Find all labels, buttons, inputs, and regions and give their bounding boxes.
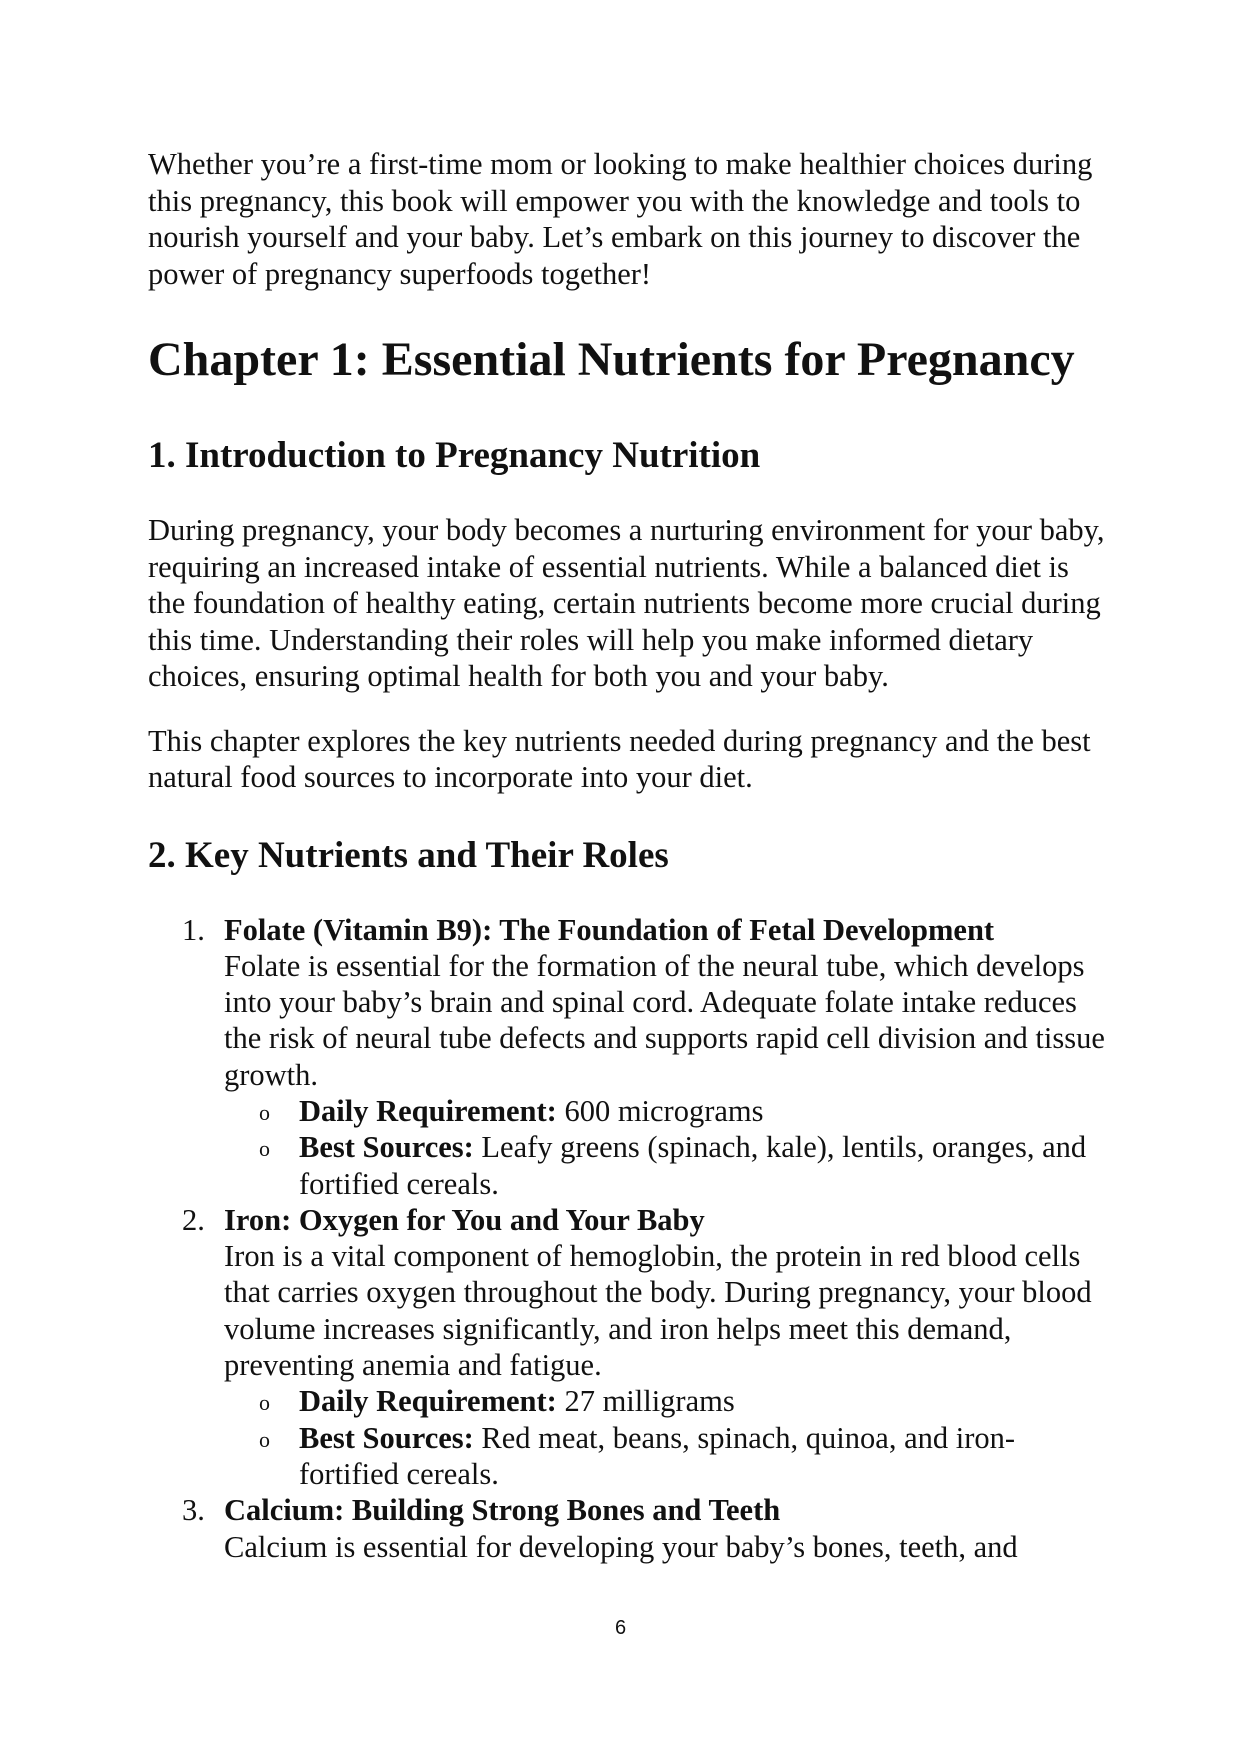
detail-value: 27 milligrams [556, 1384, 735, 1419]
intro-paragraph: Whether you’re a first-time mom or looking to make healthier choices during this pregnancy, this book will empower you with the knowledge and tools to nourish yourself and your baby. Let’s embark on this journey to discover the power of pregnancy superfoods together! [148, 147, 1093, 291]
page-number: 6 [614, 1617, 627, 1639]
nutrient-list [148, 912, 1108, 1565]
detail-best-sources [224, 1129, 1108, 1202]
nutrient-description: Calcium is essential for developing your baby’s bones, teeth, and [224, 1529, 1018, 1564]
detail-best-sources [224, 1420, 1108, 1493]
detail-daily-requirement [224, 1093, 1108, 1129]
list-number: 3. [182, 1493, 205, 1528]
nutrient-description: Folate is essential for the formation of the neural tube, which develops into your baby’s brain and spinal cord. Adequate folate intake reduces the risk of neural tube defects and supports rapid cell division and tissue growth. [224, 948, 1105, 1092]
circle-bullet-icon: o [259, 1426, 270, 1452]
nutrient-details [224, 1093, 1108, 1202]
detail-value: Leafy greens (spinach, kale), lentils, oranges, and fortified cereals. [299, 1130, 1087, 1201]
chapter-title: Chapter 1: Essential Nutrients for Pregnancy [148, 333, 1075, 386]
detail-label: Best Sources: [299, 1130, 474, 1165]
section-heading-introduction: 1. Introduction to Pregnancy Nutrition [148, 435, 761, 476]
nutrient-details [224, 1383, 1108, 1492]
detail-value: Red meat, beans, spinach, quinoa, and iron-fortified cereals. [299, 1420, 1016, 1491]
circle-bullet-icon: o [259, 1390, 270, 1416]
page-content [148, 146, 1108, 1565]
nutrient-item-iron [148, 1202, 1108, 1492]
nutrient-item-calcium [148, 1492, 1108, 1565]
nutrient-title: Folate (Vitamin B9): The Foundation of Fetal Development [224, 912, 995, 947]
list-number: 2. [182, 1202, 205, 1237]
nutrient-title: Iron: Oxygen for You and Your Baby [224, 1202, 705, 1237]
nutrient-title: Calcium: Building Strong Bones and Teeth [224, 1493, 781, 1528]
circle-bullet-icon: o [259, 1099, 270, 1125]
detail-label: Daily Requirement: [299, 1093, 557, 1128]
circle-bullet-icon: o [259, 1136, 270, 1162]
section-paragraph: During pregnancy, your body becomes a nurturing environment for your baby, requiring an increased intake of essential nutrients. While a balanced diet is the foundation of healthy eating, certain nutrients become more crucial during this time. Understanding their roles will help you make informed dietary choices, ensuring optimal health for both you and your baby. [148, 513, 1105, 693]
section-heading-key-nutrients: 2. Key Nutrients and Their Roles [148, 834, 669, 876]
section-paragraph: This chapter explores the key nutrients needed during pregnancy and the best natural food sources to incorporate into your diet. [148, 723, 1091, 794]
detail-label: Best Sources: [299, 1420, 474, 1455]
nutrient-description: Iron is a vital component of hemoglobin, the protein in red blood cells that carries oxygen throughout the body. During pregnancy, your blood volume increases significantly, and iron helps meet this demand, preventing anemia and fatigue. [224, 1239, 1092, 1383]
list-number: 1. [182, 912, 205, 947]
detail-daily-requirement [224, 1383, 1108, 1419]
detail-value: 600 micrograms [556, 1093, 764, 1128]
nutrient-item-folate [148, 912, 1108, 1202]
detail-label: Daily Requirement: [299, 1384, 557, 1419]
